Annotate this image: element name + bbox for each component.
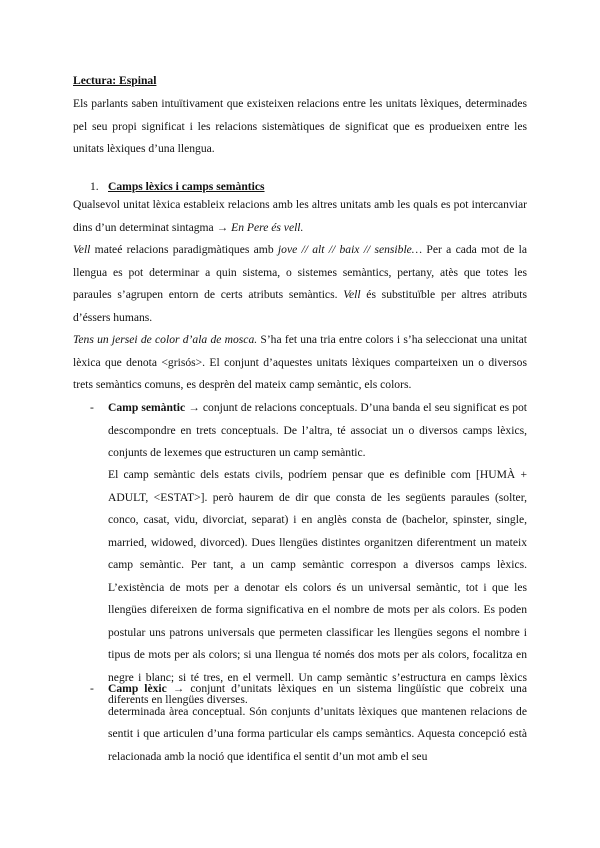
list-item-term: Camp semàntic xyxy=(108,401,186,414)
bullet-dash-2: - xyxy=(90,682,94,695)
paragraph-1-text: Qualsevol unitat lèxica estableix relacions amb les altres unitats amb les quals es pot intercanviar dins d’un determinat sintagma → xyxy=(73,198,527,234)
paragraph-2-word: Vell xyxy=(73,243,91,256)
document-title: Lectura: Espinal xyxy=(73,74,157,87)
list-item-term: Camp lèxic xyxy=(108,682,167,695)
list-item-extra: El camp semàntic dels estats civils, podríem pensar que es definible com [HUMÀ + ADULT, <ESTAT>]. però haurem de dir que consta de les següents paraules (solter, conco, casat, vidu, divorciat, separat) i en anglès consta de (bachelor, spinster, single, married, widowed, divorced). Dues llengües distintes organitzen diferentment un mateix camp semàntic. Per tant, a un camp semàntic correspon a diversos camps lèxics. L’existència de mots per a denotar els colors és un universal semàntic, tot i que les llengües difereixen de forma significativa en el nombre de mots per als colors. Es poden postular uns patrons universals que permeten classificar les llengües segons el nombre i tipus de mots per als colors; si una llengua té només dos mots per als colors, focalitza en negre i blanc; si té tres, en el vermell. Un camp semàntic s’estructura en camps lèxics diferents en llengües diverses. xyxy=(108,468,527,706)
list-item-text: → conjunt de relacions conceptuals. D’una banda el seu significat es pot descompondre en trets conceptuals. De l’altra, té associat un o diversos camps lèxics, conjunts de lexemes que estructuren un camp semàntic. xyxy=(108,401,528,459)
paragraph-2-text-2: Per a cada mot de la llengua es pot determinar a quin sistema, o sistemes semàntics, pertany, atès que totes les paraules s’agrupen entorn de certs atributs semàntics. xyxy=(73,243,528,301)
paragraph-3-example: Tens un jersei de color d’ala de mosca. xyxy=(73,333,258,346)
paragraph-2-text-1: mateé relacions paradigmàtiques amb xyxy=(90,243,278,256)
list-item-camp-lexic xyxy=(108,678,527,768)
paragraph-2-text-3: és substituïble per altres atributs d’éssers humans. xyxy=(73,288,527,324)
paragraph-2-word-2: Vell xyxy=(343,288,361,301)
bullet-dash-1: - xyxy=(90,401,94,414)
list-item-text: → conjunt d’unitats lèxiques en un sistema lingüístic que cobreix una determinada àrea conceptual. Són conjunts d’unitats lèxiques que mantenen relacions de sentit i que articulen d’una forma particular els camps semàntics. Aquesta concepció està relacionada amb la noció que identifica el sentit d’un mot amb el seu xyxy=(108,682,527,763)
paragraph-2-list: jove // alt // baix // sensible… xyxy=(277,243,423,256)
paragraph-3-text: S’ha fet una tria entre colors i s’ha seleccionat una unitat lèxica que denota <grisós>. El conjunt d’aquestes unitats lèxiques comparteixen un o diversos trets semàntics comuns, es desprèn del mateix camp semàntic, els colors. xyxy=(73,333,527,391)
list-item-camp-semantic xyxy=(108,397,527,465)
paragraph-1 xyxy=(73,194,527,239)
section-title: Camps lèxics i camps semàntics xyxy=(108,180,265,193)
intro-paragraph: Els parlants saben intuïtivament que existeixen relacions entre les unitats lèxiques, determinades pel seu propi significat i les relacions sistemàtiques de significat que es produeixen entre les unitats lèxiques d’una llengua. xyxy=(73,97,527,155)
section-number: 1. xyxy=(90,180,99,193)
paragraph-1-example: En Pere és vell. xyxy=(231,220,304,234)
paragraph-2 xyxy=(73,239,527,329)
paragraph-3 xyxy=(73,329,527,397)
